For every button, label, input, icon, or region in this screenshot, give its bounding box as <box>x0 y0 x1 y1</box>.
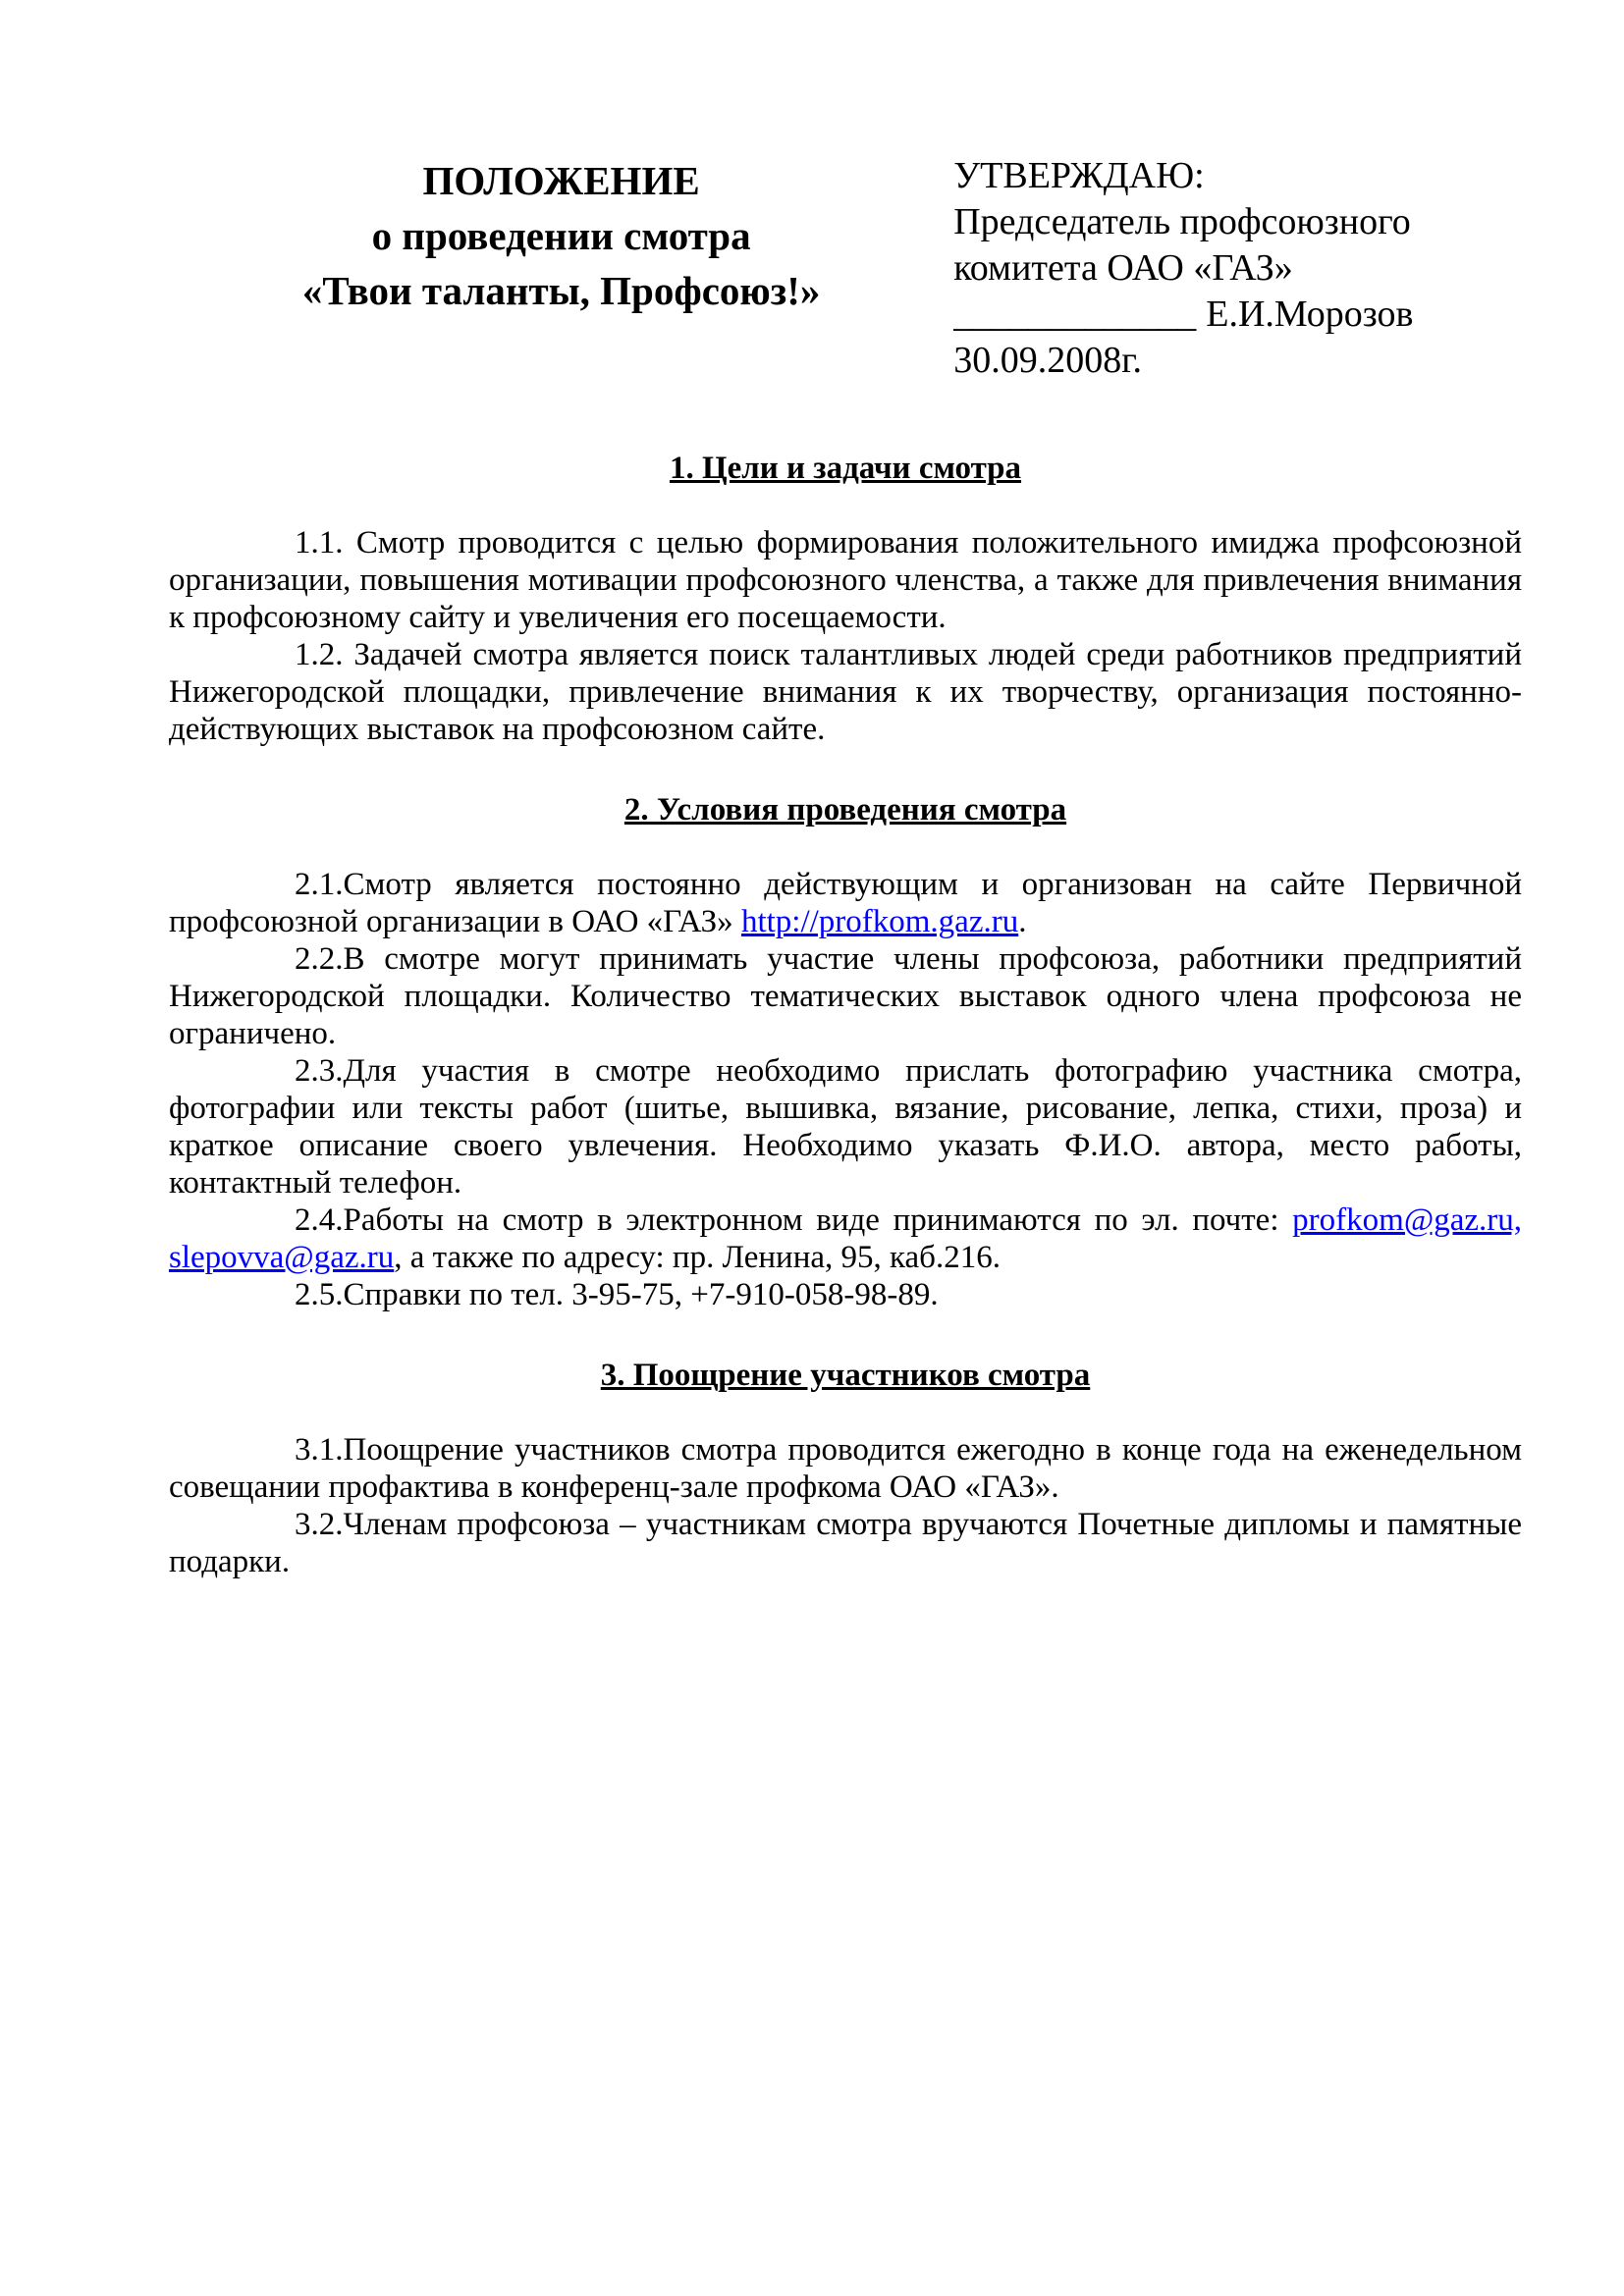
section-heading-2: 2. Условия проведения смотра <box>623 792 1067 828</box>
document-content <box>169 153 1522 1580</box>
text-run: . <box>1018 904 1027 939</box>
link-profkom-email[interactable]: profkom@gaz.ru, <box>1292 1202 1522 1238</box>
link-slepovva-email[interactable]: slepovva@gaz.ru <box>169 1240 395 1275</box>
document-header <box>169 153 1522 384</box>
link-profkom-site[interactable]: http://profkom.gaz.ru <box>740 904 1019 939</box>
text-run: 3.2.Членам профсоюза – участникам смотра вручаются Почетные дипломы и памятные подарки. <box>169 1507 1522 1579</box>
text-run: 2.4.Работы на смотр в электронном виде принимаются по эл. почте: <box>295 1202 1293 1238</box>
paragraph-3.2 <box>169 1506 1522 1580</box>
text-run: 2.1.Смотр является постоянно действующим и организован на сайте Первичной профсоюзной организации в ОАО «ГАЗ» <box>169 867 1522 939</box>
paragraph-2.4 <box>169 1201 1522 1276</box>
paragraph-1.1 <box>169 524 1522 636</box>
document-sections <box>169 450 1522 1580</box>
paragraph-2.3 <box>169 1052 1522 1201</box>
text-run: 1.2. Задачей смотра является поиск талантливых людей среди работников предприятий Нижегородской площадки, привлечение внимания к их творчеству, организация постоянно-действующих выставок на профсоюзном сайте. <box>169 637 1522 747</box>
signature-blank: _____________ <box>953 294 1197 335</box>
title-line-2: о проведении смотра <box>371 213 751 258</box>
title-line-1: ПОЛОЖЕНИЕ <box>422 158 700 203</box>
paragraph-1.2 <box>169 636 1522 748</box>
paragraph-2.2 <box>169 940 1522 1052</box>
text-run: 2.5.Справки по тел. 3-95-75, +7-910-058-98-89. <box>295 1277 939 1312</box>
text-run: 2.3.Для участия в смотре необходимо прислать фотографию участника смотра, фотографии или тексты работ (шитье, вышивка, вязание, рисование, лепка, стихи, проза) и краткое описание своего увлечения. Необходимо указать Ф.И.О. автора, место работы, контактный телефон. <box>169 1053 1522 1201</box>
section-heading-3: 3. Поощрение участников смотра <box>600 1358 1091 1393</box>
section-heading-1: 1. Цели и задачи смотра <box>669 451 1022 486</box>
approval-position-line-1: Председатель профсоюзного <box>953 201 1411 242</box>
approval-position-line-2: комитета ОАО «ГАЗ» <box>953 247 1293 289</box>
approval-stamp: УТВЕРЖДАЮ: <box>953 155 1205 196</box>
signatory-name: Е.И.Морозов <box>1206 294 1414 335</box>
title-line-3: «Твои таланты, Профсоюз!» <box>301 268 821 313</box>
paragraph-3.1 <box>169 1431 1522 1506</box>
text-run: 2.2.В смотре могут принимать участие члены профсоюза, работники предприятий Нижегородской площадки. Количество тематических выставок одного члена профсоюза не ограничено. <box>169 941 1522 1051</box>
approval-block <box>953 153 1522 384</box>
text-run: , а также по адресу: пр. Ленина, 95, каб.216. <box>394 1240 1001 1275</box>
approval-signature-line <box>953 292 1522 338</box>
document-title <box>169 153 953 318</box>
approval-date: 30.09.2008г. <box>953 340 1143 381</box>
paragraph-2.5 <box>169 1276 1522 1313</box>
text-run: 3.1.Поощрение участников смотра проводится ежегодно в конце года на еженедельном совещании профактива в конференц-зале профкома ОАО «ГАЗ». <box>169 1432 1522 1505</box>
text-run: 1.1. Смотр проводится с целью формирования положительного имиджа профсоюзной организации, повышения мотивации профсоюзного членства, а также для привлечения внимания к профсоюзному сайту и увеличения его посещаемости. <box>169 525 1522 635</box>
paragraph-2.1 <box>169 866 1522 940</box>
